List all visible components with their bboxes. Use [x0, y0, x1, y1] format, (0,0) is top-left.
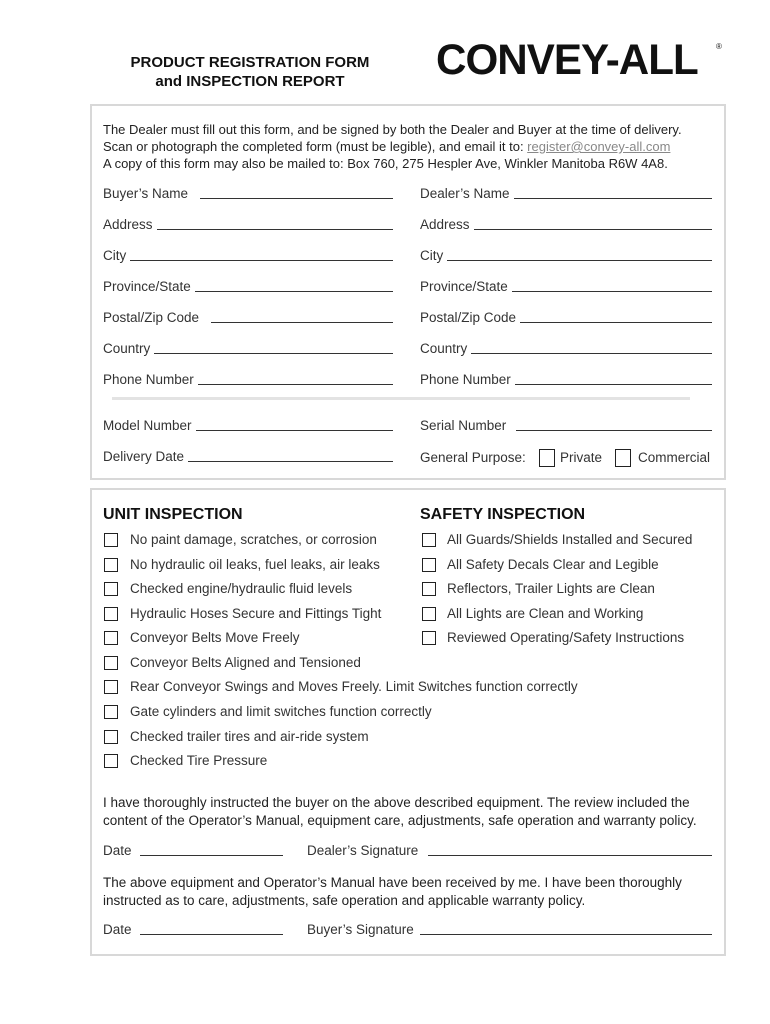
unit-item-checkbox[interactable] [104, 631, 118, 645]
dealer-phone-field[interactable] [420, 372, 712, 387]
dealer-postal-field[interactable] [420, 310, 712, 325]
dealer-city-label: City [420, 248, 444, 263]
buyer-country-field[interactable] [103, 341, 393, 356]
private-label: Private [560, 450, 603, 465]
unit-item-label: No paint damage, scratches, or corrosion [130, 532, 377, 547]
dealer-country-label: Country [420, 341, 468, 356]
form-title-line1: PRODUCT REGISTRATION FORM [130, 54, 370, 71]
unit-item-checkbox[interactable] [104, 533, 118, 547]
safety-item-checkbox[interactable] [422, 607, 436, 621]
buyer-statement: The above equipment and Operator’s Manual have been received by me. I have been thoroughly instructed as to care, adjustments, safe operation and applicable warranty policy. [103, 875, 682, 908]
buyer-postal-line[interactable] [211, 312, 393, 323]
company-logo: CONVEY-ALL [436, 36, 698, 84]
buyer-phone-label: Phone Number [103, 372, 194, 387]
delivery-date-line[interactable] [188, 451, 393, 462]
dealer-signature-field[interactable] [307, 843, 712, 858]
form-title [100, 53, 400, 91]
unit-item-label: Conveyor Belts Aligned and Tensioned [130, 655, 361, 670]
unit-item-checkbox[interactable] [104, 558, 118, 572]
dealer-date-label: Date [103, 843, 132, 858]
unit-item-label: Checked Tire Pressure [130, 753, 268, 768]
buyer-address-field[interactable] [103, 217, 393, 232]
safety-item-checkbox[interactable] [422, 533, 436, 547]
buyer-city-label: City [103, 248, 127, 263]
dealer-postal-label: Postal/Zip Code [420, 310, 517, 325]
dealer-phone-line[interactable] [515, 374, 712, 385]
serial-number-field[interactable] [420, 418, 712, 433]
dealer-address-field[interactable] [420, 217, 712, 232]
dealer-address-label: Address [420, 217, 470, 232]
general-purpose-label: General Purpose: [420, 450, 526, 465]
model-number-line[interactable] [196, 420, 393, 431]
safety-item-checkbox[interactable] [422, 558, 436, 572]
dealer-statement: I have thoroughly instructed the buyer on the above described equipment. The review included the content of the Operator’s Manual, equipment care, adjustments, safe operation and warranty policy. [103, 795, 697, 828]
buyer-city-line[interactable] [130, 250, 393, 261]
buyer-name-label: Buyer’s Name [103, 186, 189, 201]
buyer-city-field[interactable] [103, 248, 393, 263]
dealer-name-field[interactable] [420, 186, 712, 201]
buyer-name-field[interactable] [103, 186, 393, 201]
dealer-city-line[interactable] [447, 250, 712, 261]
serial-number-label: Serial Number [420, 418, 507, 433]
dealer-date-field[interactable] [103, 843, 283, 858]
unit-item-label: Gate cylinders and limit switches function correctly [130, 704, 432, 719]
buyer-province-label: Province/State [103, 279, 191, 294]
email-link[interactable]: register@convey-all.com [527, 139, 671, 154]
buyer-signature-label: Buyer’s Signature [307, 922, 414, 937]
safety-item-label: All Safety Decals Clear and Legible [447, 557, 659, 572]
buyer-province-field[interactable] [103, 279, 393, 294]
safety-item-label: Reflectors, Trailer Lights are Clean [447, 581, 655, 596]
buyer-province-line[interactable] [195, 281, 393, 292]
intro-line1: The Dealer must fill out this form, and be signed by both the Dealer and Buyer at the time of delivery. [103, 122, 682, 137]
unit-item-checkbox[interactable] [104, 730, 118, 744]
buyer-postal-field[interactable] [103, 310, 393, 325]
dealer-date-line[interactable] [140, 845, 283, 856]
unit-item-label: Conveyor Belts Move Freely [130, 630, 300, 645]
dealer-signature-line[interactable] [428, 845, 712, 856]
unit-item-checkbox[interactable] [104, 607, 118, 621]
delivery-date-label: Delivery Date [103, 449, 185, 464]
registered-mark: ® [716, 42, 722, 51]
dealer-postal-line[interactable] [520, 312, 712, 323]
unit-item-label: Hydraulic Hoses Secure and Fittings Tight [130, 606, 382, 621]
safety-item-label: All Guards/Shields Installed and Secured [447, 532, 693, 547]
buyer-name-line[interactable] [200, 188, 393, 199]
safety-item-label: All Lights are Clean and Working [447, 606, 644, 621]
form-title-line2: and INSPECTION REPORT [155, 73, 345, 90]
dealer-name-label: Dealer’s Name [420, 186, 510, 201]
unit-item-label: Checked trailer tires and air-ride system [130, 729, 369, 744]
commercial-label: Commercial [638, 450, 711, 465]
unit-item-label: Checked engine/hydraulic fluid levels [130, 581, 353, 596]
buyer-address-line[interactable] [157, 219, 393, 230]
unit-item-label: No hydraulic oil leaks, fuel leaks, air leaks [130, 557, 380, 572]
model-number-field[interactable] [103, 418, 393, 433]
buyer-signature-field[interactable] [307, 922, 712, 937]
safety-item-checkbox[interactable] [422, 582, 436, 596]
buyer-phone-field[interactable] [103, 372, 393, 387]
unit-item-checkbox[interactable] [104, 705, 118, 719]
intro-line2 [103, 138, 723, 155]
intro-line3: A copy of this form may also be mailed to: Box 760, 275 Hespler Ave, Winkler Manitoba R6W 4A8. [103, 156, 668, 171]
dealer-country-field[interactable] [420, 341, 712, 356]
unit-item-checkbox[interactable] [104, 582, 118, 596]
dealer-province-label: Province/State [420, 279, 508, 294]
unit-item-label: Rear Conveyor Swings and Moves Freely. Limit Switches function correctly [130, 679, 578, 694]
unit-inspection-heading: UNIT INSPECTION [103, 506, 243, 523]
dealer-name-line[interactable] [514, 188, 712, 199]
buyer-date-label: Date [103, 922, 132, 937]
model-number-label: Model Number [103, 418, 192, 433]
dealer-city-field[interactable] [420, 248, 712, 263]
dealer-phone-label: Phone Number [420, 372, 511, 387]
intro-line2-text: Scan or photograph the completed form (must be legible), and email it to: [103, 139, 528, 154]
serial-number-line[interactable] [516, 420, 712, 431]
commercial-checkbox[interactable] [615, 449, 631, 467]
buyer-date-field[interactable] [103, 922, 283, 937]
safety-inspection-heading: SAFETY INSPECTION [420, 506, 586, 523]
dealer-country-line[interactable] [471, 343, 712, 354]
delivery-date-field[interactable] [103, 449, 393, 464]
dealer-province-line[interactable] [512, 281, 712, 292]
unit-item-checkbox[interactable] [104, 656, 118, 670]
unit-item-checkbox[interactable] [104, 680, 118, 694]
safety-item-label: Reviewed Operating/Safety Instructions [447, 630, 685, 645]
intro-text [103, 121, 723, 172]
dealer-signature-label: Dealer’s Signature [307, 843, 419, 858]
safety-item-checkbox[interactable] [422, 631, 436, 645]
section-divider [112, 397, 690, 400]
buyer-date-line[interactable] [140, 924, 283, 935]
buyer-signature-line[interactable] [420, 924, 712, 935]
buyer-phone-line[interactable] [198, 374, 393, 385]
buyer-country-label: Country [103, 341, 151, 356]
private-checkbox[interactable] [539, 449, 555, 467]
unit-item-checkbox[interactable] [104, 754, 118, 768]
dealer-province-field[interactable] [420, 279, 712, 294]
buyer-address-label: Address [103, 217, 153, 232]
buyer-postal-label: Postal/Zip Code [103, 310, 200, 325]
buyer-country-line[interactable] [154, 343, 393, 354]
dealer-address-line[interactable] [474, 219, 712, 230]
